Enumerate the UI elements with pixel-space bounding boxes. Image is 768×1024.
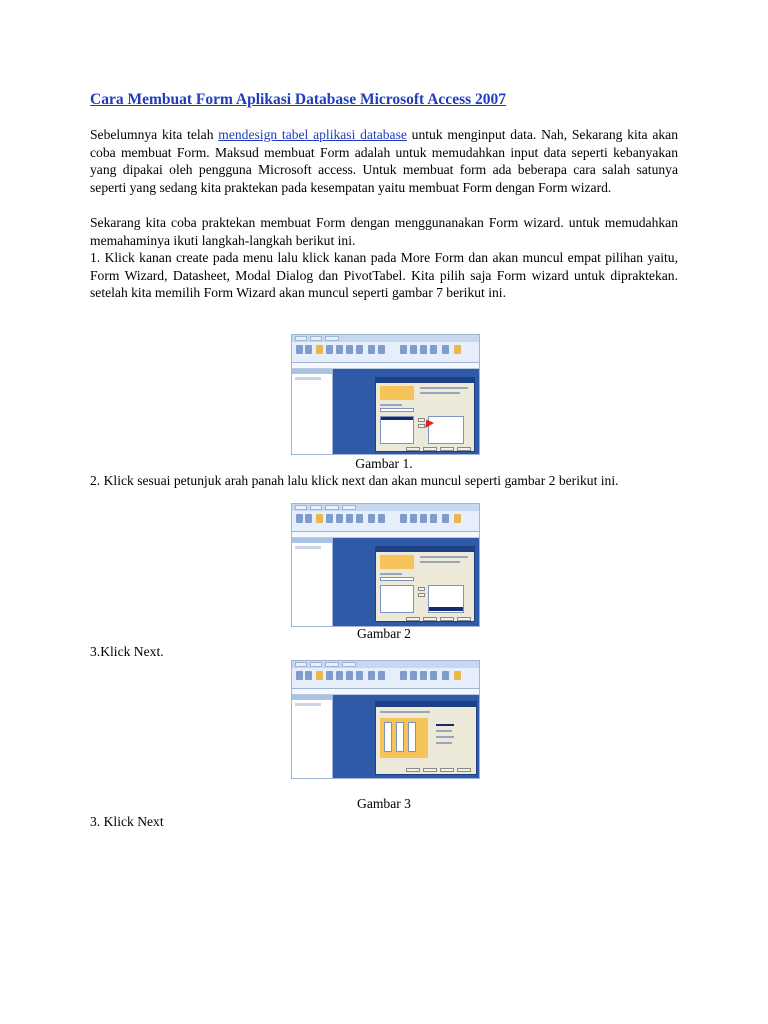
access-screenshot-2 xyxy=(291,503,480,627)
access-screenshot-3 xyxy=(291,660,480,779)
access-screenshot-1 xyxy=(291,334,480,455)
figure-caption-1: Gambar 1. xyxy=(355,456,413,471)
step-4-text: 3. Klick Next xyxy=(90,814,164,829)
article-title[interactable]: Cara Membuat Form Aplikasi Database Microsoft Access 2007 xyxy=(90,91,507,108)
intro-paragraph xyxy=(90,126,678,196)
step-2-text: 2. Klick sesuai petunjuk arah panah lalu klick next dan akan muncul seperti gambar 2 berikut ini. xyxy=(90,473,619,488)
figure-caption-3: Gambar 3 xyxy=(357,796,411,811)
design-table-link[interactable]: mendesign tabel aplikasi database xyxy=(218,127,407,142)
step-3-text: 3.Klick Next. xyxy=(90,644,164,659)
figure-caption-2: Gambar 2 xyxy=(357,626,411,641)
wizard-paragraph: Sekarang kita coba praktekan membuat Form dengan menggunanakan Form wizard. untuk memudahkan memahaminya ikuti langkah-langkah berikut ini. xyxy=(90,215,678,248)
intro-text-start: Sebelumnya kita telah xyxy=(90,127,219,142)
step-1-text: 1. Klick kanan create pada menu lalu klick kanan pada More Form dan akan muncul empat pilihan yaitu, Form Wizard, Datasheet, Modal Dialog dan PivotTabel. Kita pilih saja Form wizard untuk dipraktekan. setelah kita memilih Form Wizard akan muncul seperti gambar 7 berikut ini. xyxy=(90,250,678,301)
intro-text-end: untuk menginput data. Nah, Sekarang kita akan coba membuat Form. Maksud membuat Form adalah untuk memudahkan input data seperti kebanyakan yang dipakai oleh pengguna Microsoft access. Untuk membuat form ada beberapa cara salah satunya seperti yang sedang kita praktekan pada kesempatan yaitu membuat Form dengan Form wizard. xyxy=(90,127,679,195)
